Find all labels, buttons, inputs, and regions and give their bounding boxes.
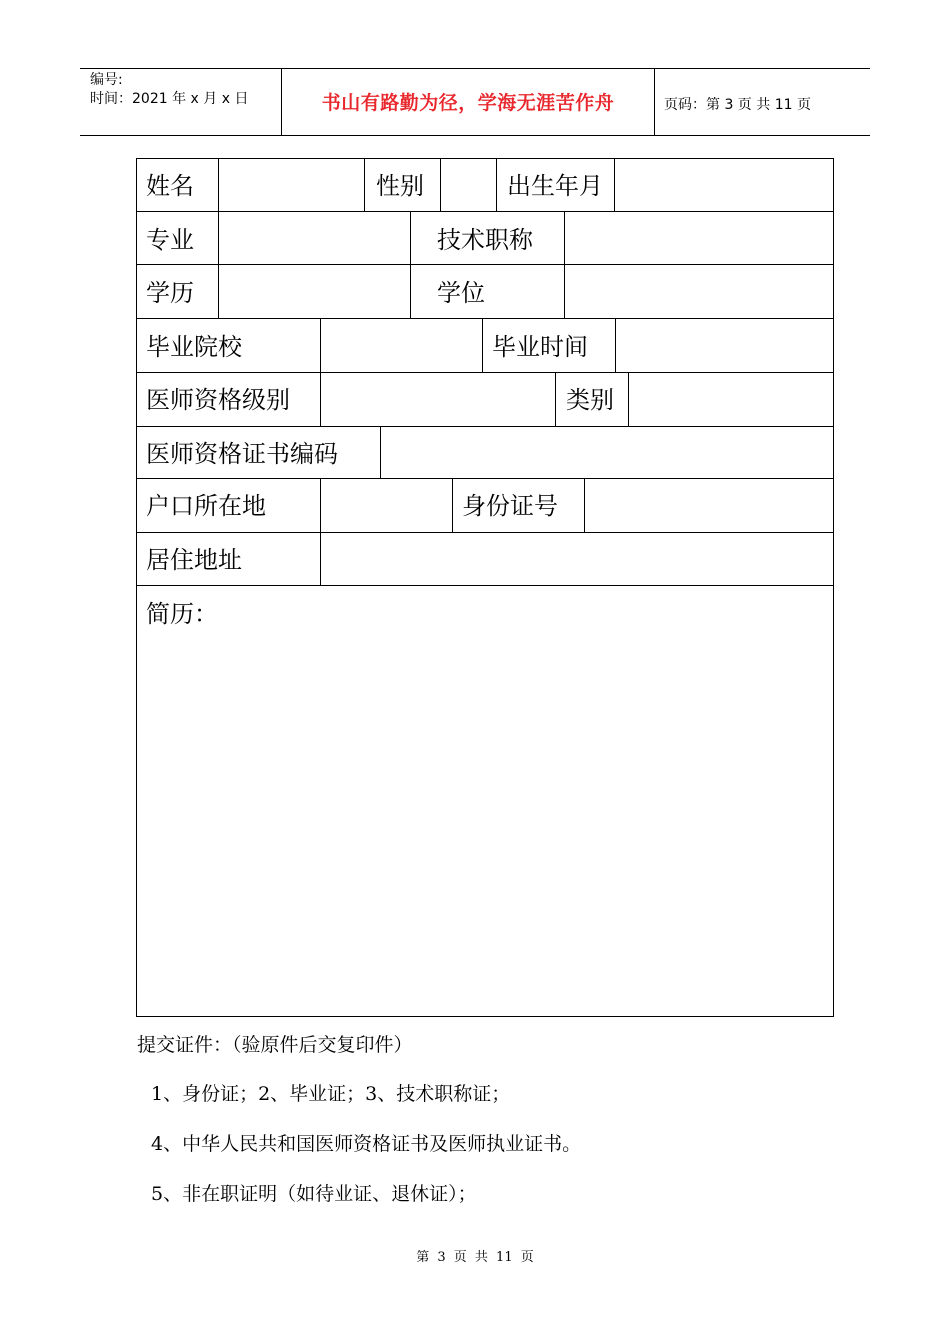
label-school: 毕业院校 xyxy=(146,333,242,361)
header-bottom-rule xyxy=(80,135,870,136)
hukou-field[interactable] xyxy=(321,479,452,532)
name-field[interactable] xyxy=(219,159,364,211)
doc-date: 时间：2021 年 x 月 x 日 xyxy=(90,91,249,107)
certificate-number-field[interactable] xyxy=(381,427,833,478)
qualification-level-field[interactable] xyxy=(321,373,555,426)
resume-field[interactable] xyxy=(137,630,833,1016)
category-field[interactable] xyxy=(629,373,833,426)
label-graduation-time: 毕业时间 xyxy=(492,333,588,361)
col-divider xyxy=(482,318,483,372)
header-top-rule xyxy=(80,68,870,69)
technical-title-field[interactable] xyxy=(565,212,833,264)
label-qualification-level: 医师资格级别 xyxy=(146,386,290,414)
label-certificate-number: 医师资格证书编码 xyxy=(146,440,338,468)
address-field[interactable] xyxy=(321,533,833,585)
documents-heading: 提交证件：（验原件后交复印件） xyxy=(137,1034,413,1056)
label-birth-date: 出生年月 xyxy=(507,172,603,200)
header-page-info: 页码：第 3 页 共 11 页 xyxy=(664,97,811,113)
documents-item: 5、非在职证明（如待业证、退休证）； xyxy=(151,1183,477,1205)
page-footer: 第 3 页 共 11 页 xyxy=(416,1250,534,1265)
header-motto: 书山有路勤为径，学海无涯苦作舟 xyxy=(321,92,615,114)
documents-item: 1、身份证；2、毕业证；3、技术职称证； xyxy=(151,1083,511,1105)
header-meta xyxy=(90,71,248,109)
major-field[interactable] xyxy=(219,212,410,264)
col-divider xyxy=(555,372,556,426)
label-gender: 性别 xyxy=(376,172,424,200)
label-major: 专业 xyxy=(146,226,194,254)
doc-code-label: 编号: xyxy=(90,72,123,88)
degree-field[interactable] xyxy=(565,265,833,318)
label-hukou: 户口所在地 xyxy=(146,492,266,520)
label-address: 居住地址 xyxy=(146,546,242,574)
col-divider xyxy=(496,158,497,211)
label-degree: 学位 xyxy=(437,279,485,307)
label-resume: 简历： xyxy=(146,600,218,628)
label-category: 类别 xyxy=(566,386,614,414)
gender-field[interactable] xyxy=(441,159,496,211)
documents-item: 4、中华人民共和国医师资格证书及医师执业证书。 xyxy=(151,1133,582,1155)
col-divider xyxy=(364,158,365,211)
header-divider xyxy=(654,68,655,135)
label-technical-title: 技术职称 xyxy=(437,226,533,254)
row-divider xyxy=(136,585,834,586)
col-divider xyxy=(452,478,453,532)
graduation-time-field[interactable] xyxy=(616,319,833,372)
col-divider xyxy=(410,211,411,318)
education-field[interactable] xyxy=(219,265,410,318)
birth-date-field[interactable] xyxy=(615,159,833,211)
label-name: 姓名 xyxy=(146,172,194,200)
school-field[interactable] xyxy=(321,319,482,372)
label-education: 学历 xyxy=(146,279,194,307)
label-id-number: 身份证号 xyxy=(462,492,558,520)
id-number-field[interactable] xyxy=(585,479,833,532)
